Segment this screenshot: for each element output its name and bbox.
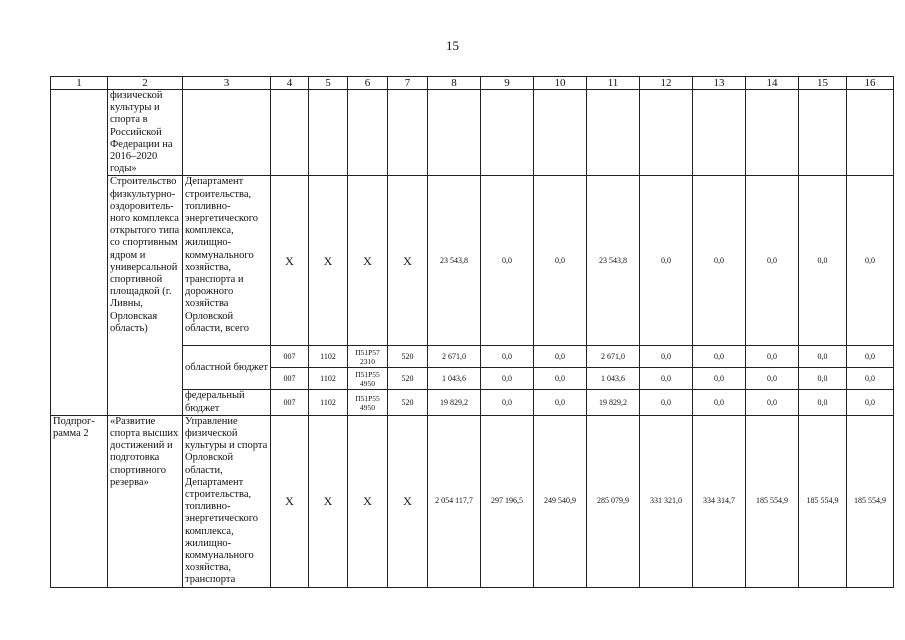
table-cell: 0,0 <box>534 368 587 390</box>
header-cell: 14 <box>746 77 799 90</box>
table-cell: 0,0 <box>481 390 534 415</box>
header-cell: 13 <box>693 77 746 90</box>
table-cell <box>746 90 799 176</box>
table-cell: 297 196,5 <box>481 415 534 587</box>
table-cell: 2 054 117,7 <box>428 415 481 587</box>
table-cell: 0,0 <box>640 346 693 368</box>
table-cell: Х <box>348 176 388 346</box>
table-row <box>51 176 894 346</box>
table-cell: 0,0 <box>693 346 746 368</box>
header-cell: 9 <box>481 77 534 90</box>
table-cell: 19 829,2 <box>587 390 640 415</box>
table-cell: 0,0 <box>640 368 693 390</box>
table-cell: 520 <box>388 390 428 415</box>
table-cell: П51Р57 2310 <box>348 346 388 368</box>
table-cell <box>183 90 271 176</box>
header-cell: 8 <box>428 77 481 90</box>
table-cell: 0,0 <box>481 368 534 390</box>
table-cell: 520 <box>388 346 428 368</box>
header-cell: 2 <box>108 77 183 90</box>
table-cell: 185 554,9 <box>847 415 894 587</box>
table-cell: 185 554,9 <box>799 415 847 587</box>
table-cell: Х <box>271 415 309 587</box>
table-cell: 0,0 <box>534 176 587 346</box>
table-cell: 2 671,0 <box>587 346 640 368</box>
page-number: 15 <box>446 38 459 53</box>
table-cell <box>799 90 847 176</box>
table-cell: 1102 <box>309 368 348 390</box>
table-cell <box>847 90 894 176</box>
table-cell: 0,0 <box>847 346 894 368</box>
table-cell: 0,0 <box>481 176 534 346</box>
table-cell: Х <box>348 415 388 587</box>
table-cell: 23 543,8 <box>428 176 481 346</box>
header-cell: 11 <box>587 77 640 90</box>
table-cell: Департамент строительства, топливно-энергетического комплекса, жилищно-коммунального хозяйства, транспорта и дорожного хозяйства Орловской области, всего <box>183 176 271 346</box>
budget-table <box>50 76 894 588</box>
table-cell: П51Р55 4950 <box>348 390 388 415</box>
header-cell: 1 <box>51 77 108 90</box>
table-cell: Х <box>271 176 309 346</box>
table-cell <box>51 90 108 416</box>
table-cell: 0,0 <box>799 368 847 390</box>
table-cell: 0,0 <box>746 390 799 415</box>
table-cell <box>309 90 348 176</box>
header-cell: 16 <box>847 77 894 90</box>
table-cell <box>428 90 481 176</box>
table-cell: 19 829,2 <box>428 390 481 415</box>
table-cell: 1 043,6 <box>587 368 640 390</box>
table-cell: 23 543,8 <box>587 176 640 346</box>
table-cell: 0,0 <box>847 390 894 415</box>
table-cell <box>481 90 534 176</box>
table-cell: 185 554,9 <box>746 415 799 587</box>
table-cell: 0,0 <box>534 346 587 368</box>
table-cell: 0,0 <box>847 176 894 346</box>
header-cell: 12 <box>640 77 693 90</box>
table-cell: физической культуры и спорта в Российской Федерации на 2016–2020 годы» <box>108 90 183 176</box>
table-cell: 0,0 <box>746 346 799 368</box>
table-cell: 007 <box>271 368 309 390</box>
header-cell: 10 <box>534 77 587 90</box>
table-cell: 0,0 <box>640 176 693 346</box>
table-cell: 1102 <box>309 346 348 368</box>
table-cell: 0,0 <box>847 368 894 390</box>
table-cell: 0,0 <box>799 176 847 346</box>
table-cell: 2 671,0 <box>428 346 481 368</box>
table-cell <box>587 90 640 176</box>
header-cell: 5 <box>309 77 348 90</box>
table-cell <box>534 90 587 176</box>
table-cell <box>640 90 693 176</box>
table-cell: Управление физической культуры и спорта Орловской области, Департамент строительства, топливно-энергетического комплекса, жилищно-коммунального хозяйства, транспорта <box>183 415 271 587</box>
header-row <box>51 77 894 90</box>
table-cell: федеральный бюджет <box>183 390 271 415</box>
table-cell: 0,0 <box>640 390 693 415</box>
table-cell: 007 <box>271 390 309 415</box>
table-cell: 1 043,6 <box>428 368 481 390</box>
table-cell: Подпрог-рамма 2 <box>51 415 108 587</box>
table-cell: 1102 <box>309 390 348 415</box>
table-row <box>51 90 894 176</box>
table-cell <box>693 90 746 176</box>
table-cell: 0,0 <box>693 176 746 346</box>
table-cell: 0,0 <box>746 368 799 390</box>
header-cell: 6 <box>348 77 388 90</box>
table-cell: 331 321,0 <box>640 415 693 587</box>
table-cell: 0,0 <box>693 390 746 415</box>
table-cell: 0,0 <box>799 346 847 368</box>
table-cell: 007 <box>271 346 309 368</box>
table-cell: 334 314,7 <box>693 415 746 587</box>
table-cell: областной бюджет <box>183 346 271 390</box>
table-cell: 0,0 <box>534 390 587 415</box>
header-cell: 4 <box>271 77 309 90</box>
table-row <box>51 415 894 587</box>
table-cell: П51Р55 4950 <box>348 368 388 390</box>
table-cell: Х <box>309 415 348 587</box>
table-cell: 249 540,9 <box>534 415 587 587</box>
table-cell: 520 <box>388 368 428 390</box>
table-cell: Строительство физкультурно-оздоровитель-ного комплекса открытого типа со спортивным ядром и универсальной спортивной площадкой (г. Ливны, Орловская область) <box>108 176 183 415</box>
table-cell <box>348 90 388 176</box>
header-cell: 7 <box>388 77 428 90</box>
table-cell <box>388 90 428 176</box>
table-cell: 0,0 <box>481 346 534 368</box>
table-cell <box>271 90 309 176</box>
header-cell: 3 <box>183 77 271 90</box>
table-cell: 285 079,9 <box>587 415 640 587</box>
table-cell: 0,0 <box>746 176 799 346</box>
table-cell: 0,0 <box>693 368 746 390</box>
table-cell: Х <box>309 176 348 346</box>
header-cell: 15 <box>799 77 847 90</box>
table-cell: «Развитие спорта высших достижений и подготовка спортивного резерва» <box>108 415 183 587</box>
table-cell: Х <box>388 176 428 346</box>
table-cell: 0,0 <box>799 390 847 415</box>
table-cell: Х <box>388 415 428 587</box>
